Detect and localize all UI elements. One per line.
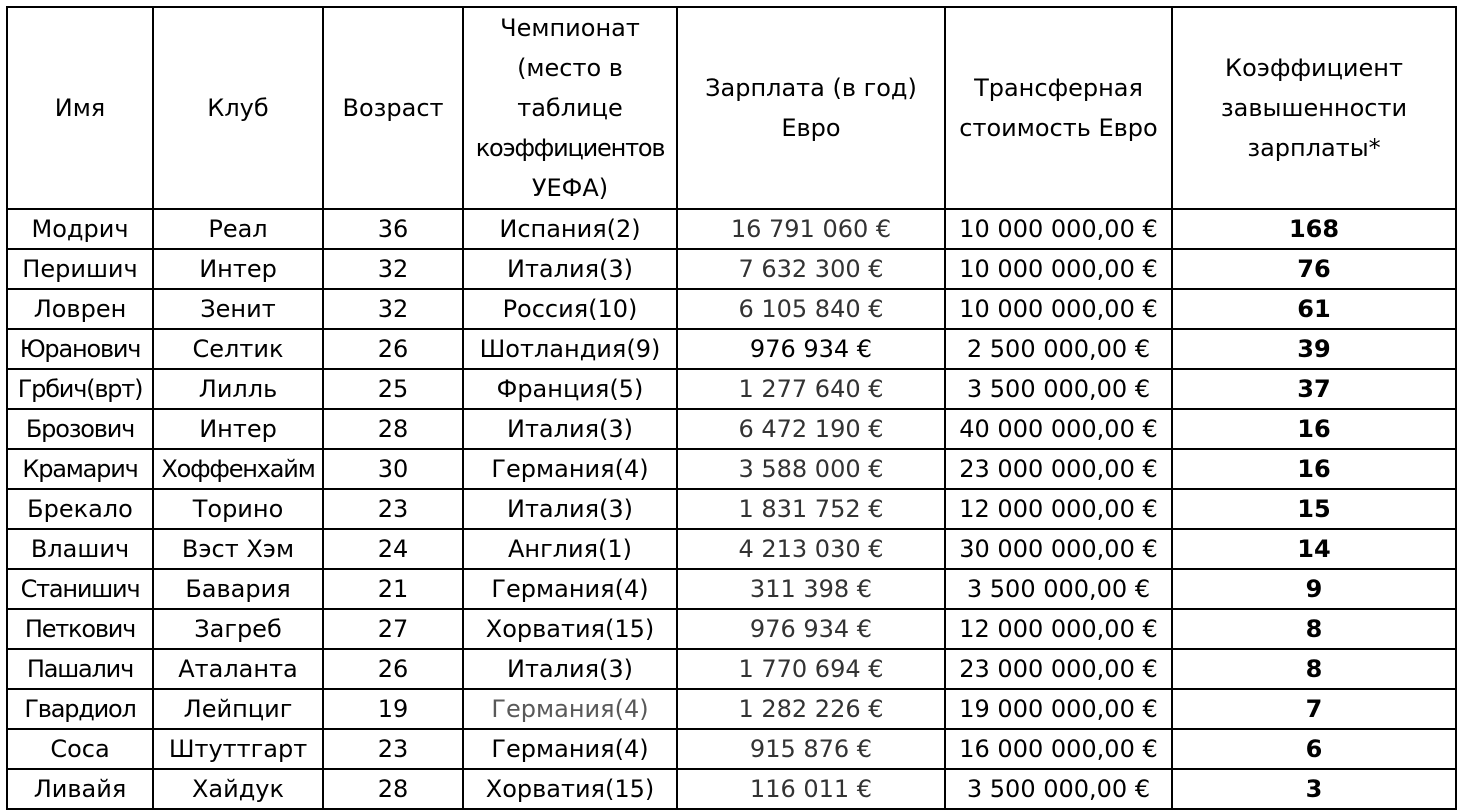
cell-transfer: 23 000 000,00 €: [945, 449, 1172, 489]
table-row: [7, 729, 1456, 769]
cell-league: Германия(4): [463, 569, 677, 609]
cell-transfer: 10 000 000,00 €: [945, 209, 1172, 249]
header-ratio-line: зарплаты*: [1247, 134, 1381, 162]
cell-club: Бавария: [153, 569, 323, 609]
header-name: Имя: [7, 7, 153, 209]
cell-salary: 4 213 030 €: [677, 529, 945, 569]
cell-ratio: 7: [1172, 689, 1456, 729]
cell-transfer: 3 500 000,00 €: [945, 569, 1172, 609]
cell-ratio: 61: [1172, 289, 1456, 329]
table-row: [7, 409, 1456, 449]
cell-name: Ловрен: [7, 289, 153, 329]
cell-age: 23: [323, 729, 463, 769]
header-ratio-line: Коэффициент: [1225, 54, 1403, 82]
table-row: [7, 369, 1456, 409]
cell-age: 24: [323, 529, 463, 569]
cell-ratio: 168: [1172, 209, 1456, 249]
header-league: [463, 7, 677, 209]
table-row: [7, 569, 1456, 609]
cell-age: 19: [323, 689, 463, 729]
cell-ratio: 16: [1172, 449, 1456, 489]
header-league-line: УЕФА): [531, 174, 609, 202]
cell-name: Станишич: [7, 569, 153, 609]
cell-league: Шотландия(9): [463, 329, 677, 369]
cell-transfer: 19 000 000,00 €: [945, 689, 1172, 729]
cell-ratio: 16: [1172, 409, 1456, 449]
cell-club: Хайдук: [153, 769, 323, 809]
cell-club: Торино: [153, 489, 323, 529]
header-salary-line: Евро: [781, 114, 841, 142]
cell-transfer: 10 000 000,00 €: [945, 289, 1172, 329]
cell-club: Хоффенхайм: [153, 449, 323, 489]
header-transfer-line: стоимость Евро: [959, 114, 1158, 142]
cell-club: Зенит: [153, 289, 323, 329]
cell-league: Англия(1): [463, 529, 677, 569]
cell-age: 32: [323, 249, 463, 289]
cell-age: 26: [323, 649, 463, 689]
header-league-line: (место в: [517, 54, 623, 82]
cell-ratio: 15: [1172, 489, 1456, 529]
cell-league: Италия(3): [463, 409, 677, 449]
cell-age: 23: [323, 489, 463, 529]
cell-club: Лилль: [153, 369, 323, 409]
cell-transfer: 3 500 000,00 €: [945, 769, 1172, 809]
cell-club: Селтик: [153, 329, 323, 369]
header-league-line: Чемпионат: [500, 14, 640, 42]
cell-age: 26: [323, 329, 463, 369]
cell-salary: 1 831 752 €: [677, 489, 945, 529]
cell-age: 32: [323, 289, 463, 329]
header-transfer-line: Трансферная: [974, 74, 1143, 102]
cell-transfer: 2 500 000,00 €: [945, 329, 1172, 369]
header-league-line: коэффициентов: [475, 134, 665, 162]
table-row: [7, 609, 1456, 649]
cell-transfer: 23 000 000,00 €: [945, 649, 1172, 689]
cell-salary: 116 011 €: [677, 769, 945, 809]
cell-transfer: 16 000 000,00 €: [945, 729, 1172, 769]
table-row: [7, 649, 1456, 689]
header-club: Клуб: [153, 7, 323, 209]
cell-club: Аталанта: [153, 649, 323, 689]
cell-name: Крамарич: [7, 449, 153, 489]
cell-name: Брозович: [7, 409, 153, 449]
cell-name: Брекало: [7, 489, 153, 529]
cell-transfer: 10 000 000,00 €: [945, 249, 1172, 289]
cell-salary: 7 632 300 €: [677, 249, 945, 289]
cell-salary: 976 934 €: [677, 609, 945, 649]
cell-ratio: 76: [1172, 249, 1456, 289]
cell-name: Петкович: [7, 609, 153, 649]
table-row: [7, 489, 1456, 529]
cell-club: Штуттгарт: [153, 729, 323, 769]
cell-league: Хорватия(15): [463, 609, 677, 649]
cell-age: 25: [323, 369, 463, 409]
cell-club: Лейпциг: [153, 689, 323, 729]
header-row: [7, 7, 1456, 209]
header-salary: [677, 7, 945, 209]
table-row: [7, 689, 1456, 729]
cell-salary: 6 472 190 €: [677, 409, 945, 449]
cell-club: Реал: [153, 209, 323, 249]
cell-salary: 6 105 840 €: [677, 289, 945, 329]
cell-salary: 311 398 €: [677, 569, 945, 609]
header-ratio: [1172, 7, 1456, 209]
cell-ratio: 39: [1172, 329, 1456, 369]
cell-club: Интер: [153, 249, 323, 289]
cell-ratio: 9: [1172, 569, 1456, 609]
table-row: [7, 449, 1456, 489]
cell-ratio: 8: [1172, 649, 1456, 689]
cell-league: Германия(4): [463, 689, 677, 729]
cell-ratio: 6: [1172, 729, 1456, 769]
cell-ratio: 8: [1172, 609, 1456, 649]
cell-age: 30: [323, 449, 463, 489]
cell-name: Модрич: [7, 209, 153, 249]
cell-transfer: 30 000 000,00 €: [945, 529, 1172, 569]
salary-table: [6, 6, 1457, 810]
header-salary-line: Зарплата (в год): [705, 74, 917, 102]
cell-league: Германия(4): [463, 449, 677, 489]
cell-club: Загреб: [153, 609, 323, 649]
cell-salary: 1 277 640 €: [677, 369, 945, 409]
cell-league: Испания(2): [463, 209, 677, 249]
cell-league: Россия(10): [463, 289, 677, 329]
cell-league: Италия(3): [463, 249, 677, 289]
cell-salary: 1 770 694 €: [677, 649, 945, 689]
cell-transfer: 12 000 000,00 €: [945, 489, 1172, 529]
cell-league: Италия(3): [463, 649, 677, 689]
header-league-line: таблице: [517, 94, 623, 122]
cell-name: Перишич: [7, 249, 153, 289]
table-row: [7, 529, 1456, 569]
cell-salary: 915 876 €: [677, 729, 945, 769]
cell-club: Вэст Хэм: [153, 529, 323, 569]
table-row: [7, 249, 1456, 289]
cell-league: Германия(4): [463, 729, 677, 769]
cell-transfer: 40 000 000,00 €: [945, 409, 1172, 449]
cell-salary: 976 934 €: [677, 329, 945, 369]
cell-transfer: 12 000 000,00 €: [945, 609, 1172, 649]
cell-name: Соса: [7, 729, 153, 769]
table-row: [7, 769, 1456, 809]
cell-name: Влашич: [7, 529, 153, 569]
cell-transfer: 3 500 000,00 €: [945, 369, 1172, 409]
cell-age: 28: [323, 409, 463, 449]
cell-name: Гвардиол: [7, 689, 153, 729]
cell-league: Хорватия(15): [463, 769, 677, 809]
cell-salary: 3 588 000 €: [677, 449, 945, 489]
cell-age: 21: [323, 569, 463, 609]
cell-age: 28: [323, 769, 463, 809]
cell-age: 27: [323, 609, 463, 649]
cell-name: Пашалич: [7, 649, 153, 689]
header-age: Возраст: [323, 7, 463, 209]
table-row: [7, 289, 1456, 329]
table-row: [7, 329, 1456, 369]
cell-name: Грбич(врт): [7, 369, 153, 409]
cell-ratio: 14: [1172, 529, 1456, 569]
table-row: [7, 209, 1456, 249]
cell-club: Интер: [153, 409, 323, 449]
cell-age: 36: [323, 209, 463, 249]
header-transfer: [945, 7, 1172, 209]
cell-salary: 1 282 226 €: [677, 689, 945, 729]
cell-name: Юранович: [7, 329, 153, 369]
cell-salary: 16 791 060 €: [677, 209, 945, 249]
cell-ratio: 37: [1172, 369, 1456, 409]
cell-league: Италия(3): [463, 489, 677, 529]
cell-ratio: 3: [1172, 769, 1456, 809]
cell-name: Ливайя: [7, 769, 153, 809]
cell-league: Франция(5): [463, 369, 677, 409]
header-ratio-line: завышенности: [1220, 94, 1408, 122]
